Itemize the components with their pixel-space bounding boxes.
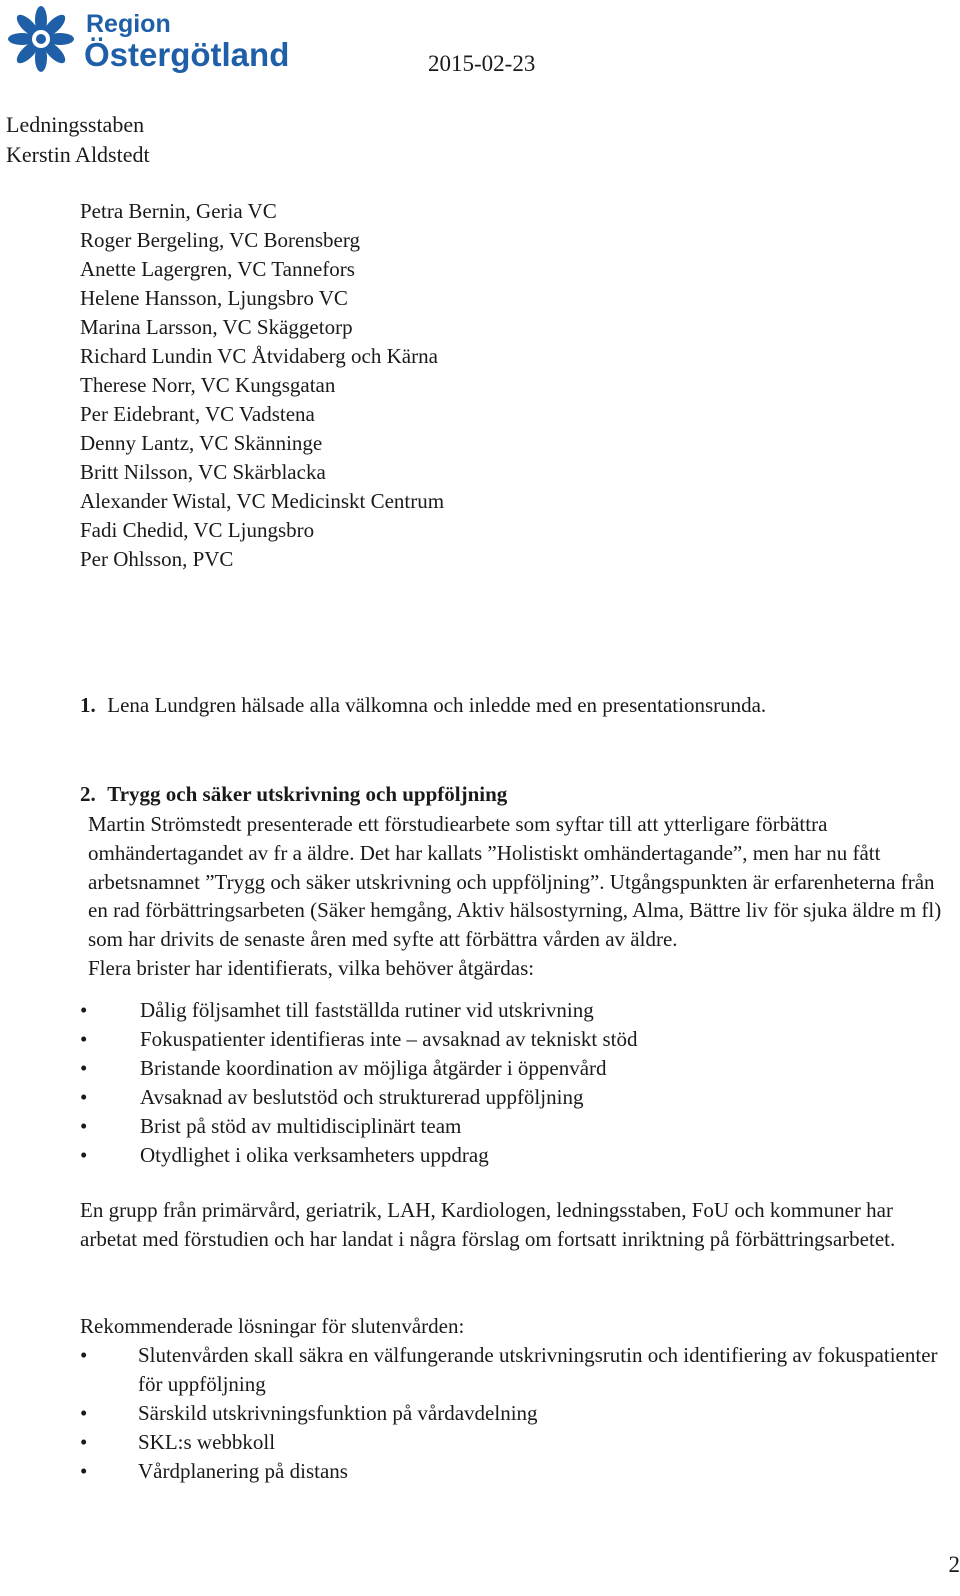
attendee: Per Ohlsson, PVC xyxy=(80,547,234,571)
logo-line2: Östergötland xyxy=(84,36,290,73)
bullet-icon: • xyxy=(80,1143,88,1167)
attendee: Roger Bergeling, VC Borensberg xyxy=(80,228,360,252)
attendee-list xyxy=(80,197,444,574)
item-text: Lena Lundgren hälsade alla välkomna och inledde med en presentationsrunda. xyxy=(107,693,767,717)
list-item: • Vårdplanering på distans xyxy=(80,1457,938,1486)
region-ostergotland-logo xyxy=(4,2,294,76)
bullet-icon: • xyxy=(80,1114,88,1138)
attendee: Britt Nilsson, VC Skärblacka xyxy=(80,460,326,484)
item-title: Trygg och säker utskrivning och uppföljning xyxy=(107,782,508,806)
list-item: • Avsaknad av beslutstöd och strukturerad uppföljning xyxy=(80,1083,637,1112)
item-number: 2. xyxy=(80,782,96,806)
item-paragraph: Martin Strömstedt presenterade ett förstudiearbete som syftar till att ytterligare förbättra omhändertagandet av fr a äldre. Det har kallats ”Holistiskt omhändertagande”, men har nu fått arbetsnamnet ”Trygg och säker utskrivning och uppföljning”. Utgångspunkten är erfarenheterna från en rad förbättringsarbeten (Säker hemgång, Aktiv hälsostyrning, Alma, Bättre liv för sjuka äldre m fl) som har drivits de senaste åren med syfte att förbättra vården av äldre. xyxy=(88,812,942,952)
bullet-icon: • xyxy=(80,1027,88,1051)
sender-block xyxy=(6,110,150,170)
bullet-icon: • xyxy=(80,1085,88,1109)
list-item: • SKL:s webbkoll xyxy=(80,1428,938,1457)
attendee: Therese Norr, VC Kungsgatan xyxy=(80,373,336,397)
recommend-intro: Rekommenderade lösningar för slutenvården: xyxy=(80,1314,465,1338)
attendee: Richard Lundin VC Åtvidaberg och Kärna xyxy=(80,344,438,368)
recommendations-list xyxy=(80,1341,938,1486)
agenda-item-2-body xyxy=(88,810,948,983)
attendee: Petra Bernin, Geria VC xyxy=(80,199,277,223)
attendee: Denny Lantz, VC Skänninge xyxy=(80,431,323,455)
list-item: • Särskild utskrivningsfunktion på vårdavdelning xyxy=(80,1399,938,1428)
list-item: • Dålig följsamhet till fastställda rutiner vid utskrivning xyxy=(80,996,637,1025)
sender-name: Kerstin Aldstedt xyxy=(6,142,150,167)
attendee: Marina Larsson, VC Skäggetorp xyxy=(80,315,353,339)
attendee: Anette Lagergren, VC Tannefors xyxy=(80,257,355,281)
bullet-icon: • xyxy=(80,1056,88,1080)
bullet-icon: • xyxy=(80,1401,88,1425)
sender-department: Ledningsstaben xyxy=(6,112,145,137)
list-item: • Slutenvården skall säkra en välfungerande utskrivningsrutin och identifiering av fokuspatienter för uppföljning xyxy=(80,1343,938,1396)
list-item: • Otydlighet i olika verksamheters uppdrag xyxy=(80,1141,637,1170)
bullet-icon: • xyxy=(80,1430,88,1454)
attendee: Fadi Chedid, VC Ljungsbro xyxy=(80,518,315,542)
attendee: Per Eidebrant, VC Vadstena xyxy=(80,402,315,426)
logo-line1: Region xyxy=(86,10,171,38)
list-item: • Bristande koordination av möjliga åtgärder i öppenvård xyxy=(80,1054,637,1083)
problems-list xyxy=(80,996,637,1170)
agenda-item-2-heading xyxy=(80,780,507,809)
item-number: 1. xyxy=(80,693,96,717)
list-item: • Fokuspatienter identifieras inte – avsaknad av tekniskt stöd xyxy=(80,1025,637,1054)
group-paragraph: En grupp från primärvård, geriatrik, LAH, Kardiologen, ledningsstaben, FoU och kommuner har arbetat med förstudien och har landat i några förslag om fortsatt inriktning på förbättringsarbetet. xyxy=(80,1198,896,1251)
bullet-icon: • xyxy=(80,1343,88,1367)
flower-icon xyxy=(8,6,74,72)
bullet-icon: • xyxy=(80,998,88,1022)
bullet-icon: • xyxy=(80,1459,88,1483)
problems-intro: Flera brister har identifierats, vilka behöver åtgärdas: xyxy=(88,955,535,980)
list-item: • Brist på stöd av multidisciplinärt team xyxy=(80,1112,637,1141)
attendee: Helene Hansson, Ljungsbro VC xyxy=(80,286,348,310)
document-date: 2015-02-23 xyxy=(428,51,536,76)
agenda-item-1 xyxy=(80,691,766,720)
attendee: Alexander Wistal, VC Medicinskt Centrum xyxy=(80,489,445,513)
page-number: 2 xyxy=(948,1552,960,1577)
